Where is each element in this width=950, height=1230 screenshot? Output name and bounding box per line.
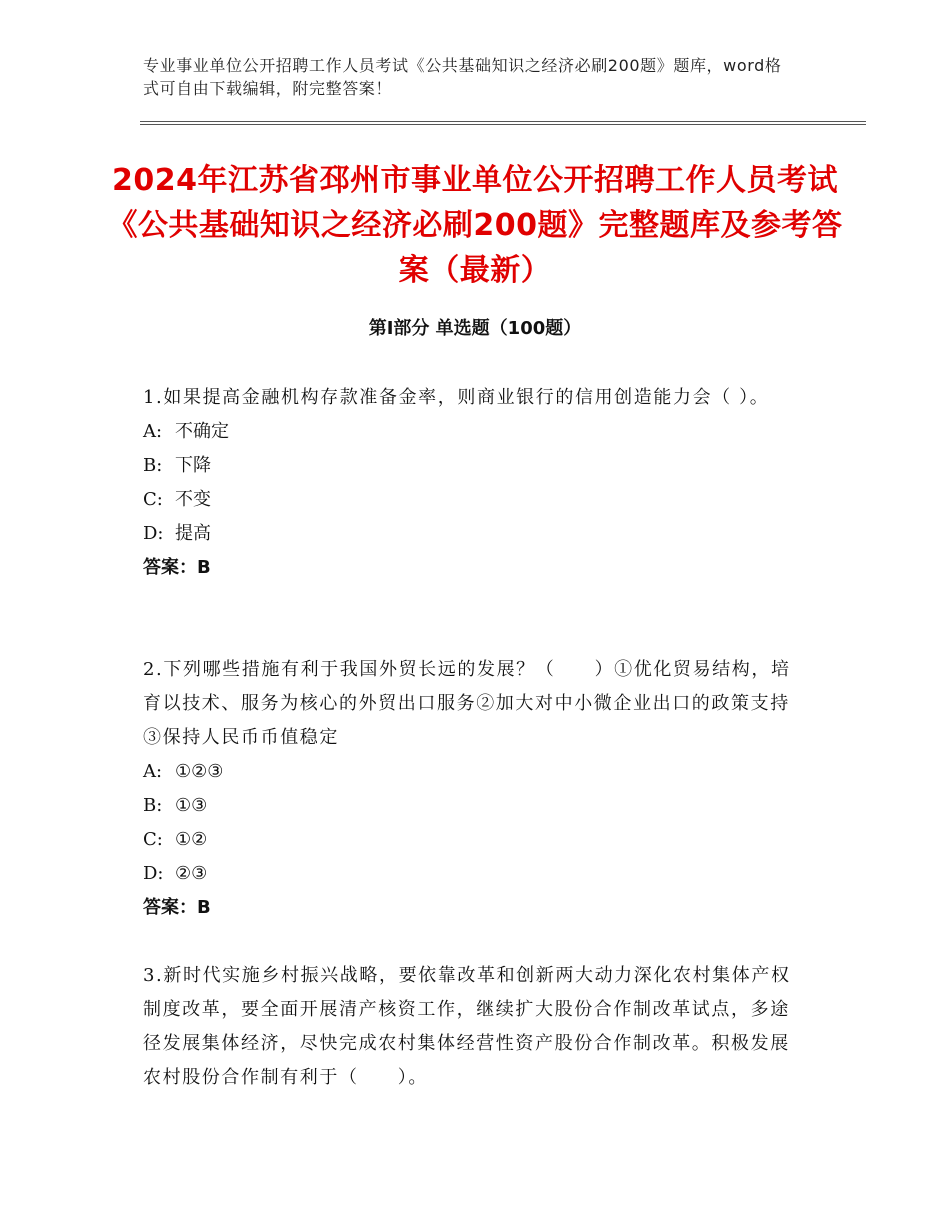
question-2 <box>143 653 803 925</box>
question-text: 3.新时代实施乡村振兴战略，要依靠改革和创新两大动力深化农村集体产权制度改革，要全面开展清产核资工作，继续扩大股份合作制改革试点，多途径发展集体经济，尽快完成农村集体经营性资产股份合作制改革。积极发展农村股份合作制有利于（ ）。 <box>143 965 791 1088</box>
question-text: 2.下列哪些措施有利于我国外贸长远的发展？（ ）①优化贸易结构，培育以技术、服务为核心的外贸出口服务②加大对中小微企业出口的政策支持③保持人民币币值稳定 <box>143 659 791 748</box>
option-key: C: <box>143 489 163 510</box>
header-divider <box>140 121 866 125</box>
option-text: 不确定 <box>175 421 229 442</box>
option-text: ②③ <box>175 863 208 884</box>
option-key: A: <box>143 761 163 782</box>
section-title: 第Ⅰ部分 单选题（100题） <box>368 318 582 339</box>
option-a <box>143 755 803 789</box>
option-b <box>143 449 803 483</box>
option-text: ①② <box>175 829 208 850</box>
option-text: 不变 <box>175 489 211 510</box>
question-1 <box>143 381 803 585</box>
option-key: D: <box>143 523 164 544</box>
option-d <box>143 517 803 551</box>
document-title: 2024年江苏省邳州市事业单位公开招聘工作人员考试《公共基础知识之经济必刷200题》完整题库及参考答案（最新） <box>107 163 843 288</box>
option-c <box>143 823 803 857</box>
option-key: C: <box>143 829 163 850</box>
option-key: D: <box>143 863 164 884</box>
option-c <box>143 483 803 517</box>
option-key: B: <box>143 795 163 816</box>
option-b <box>143 789 803 823</box>
option-key: B: <box>143 455 163 476</box>
header-note: 专业事业单位公开招聘工作人员考试《公共基础知识之经济必刷200题》题库，word格式可自由下载编辑，附完整答案！ <box>143 56 782 98</box>
option-a <box>143 415 803 449</box>
option-text: ①③ <box>175 795 208 816</box>
answer-line: 答案：B <box>143 897 211 918</box>
option-text: 提高 <box>175 523 211 544</box>
question-text: 1.如果提高金融机构存款准备金率，则商业银行的信用创造能力会（ ）。 <box>143 387 770 408</box>
answer-line: 答案：B <box>143 557 211 578</box>
option-d <box>143 857 803 891</box>
option-key: A: <box>143 421 163 442</box>
question-3 <box>143 959 803 1095</box>
option-text: 下降 <box>175 455 211 476</box>
option-text: ①②③ <box>175 761 224 782</box>
